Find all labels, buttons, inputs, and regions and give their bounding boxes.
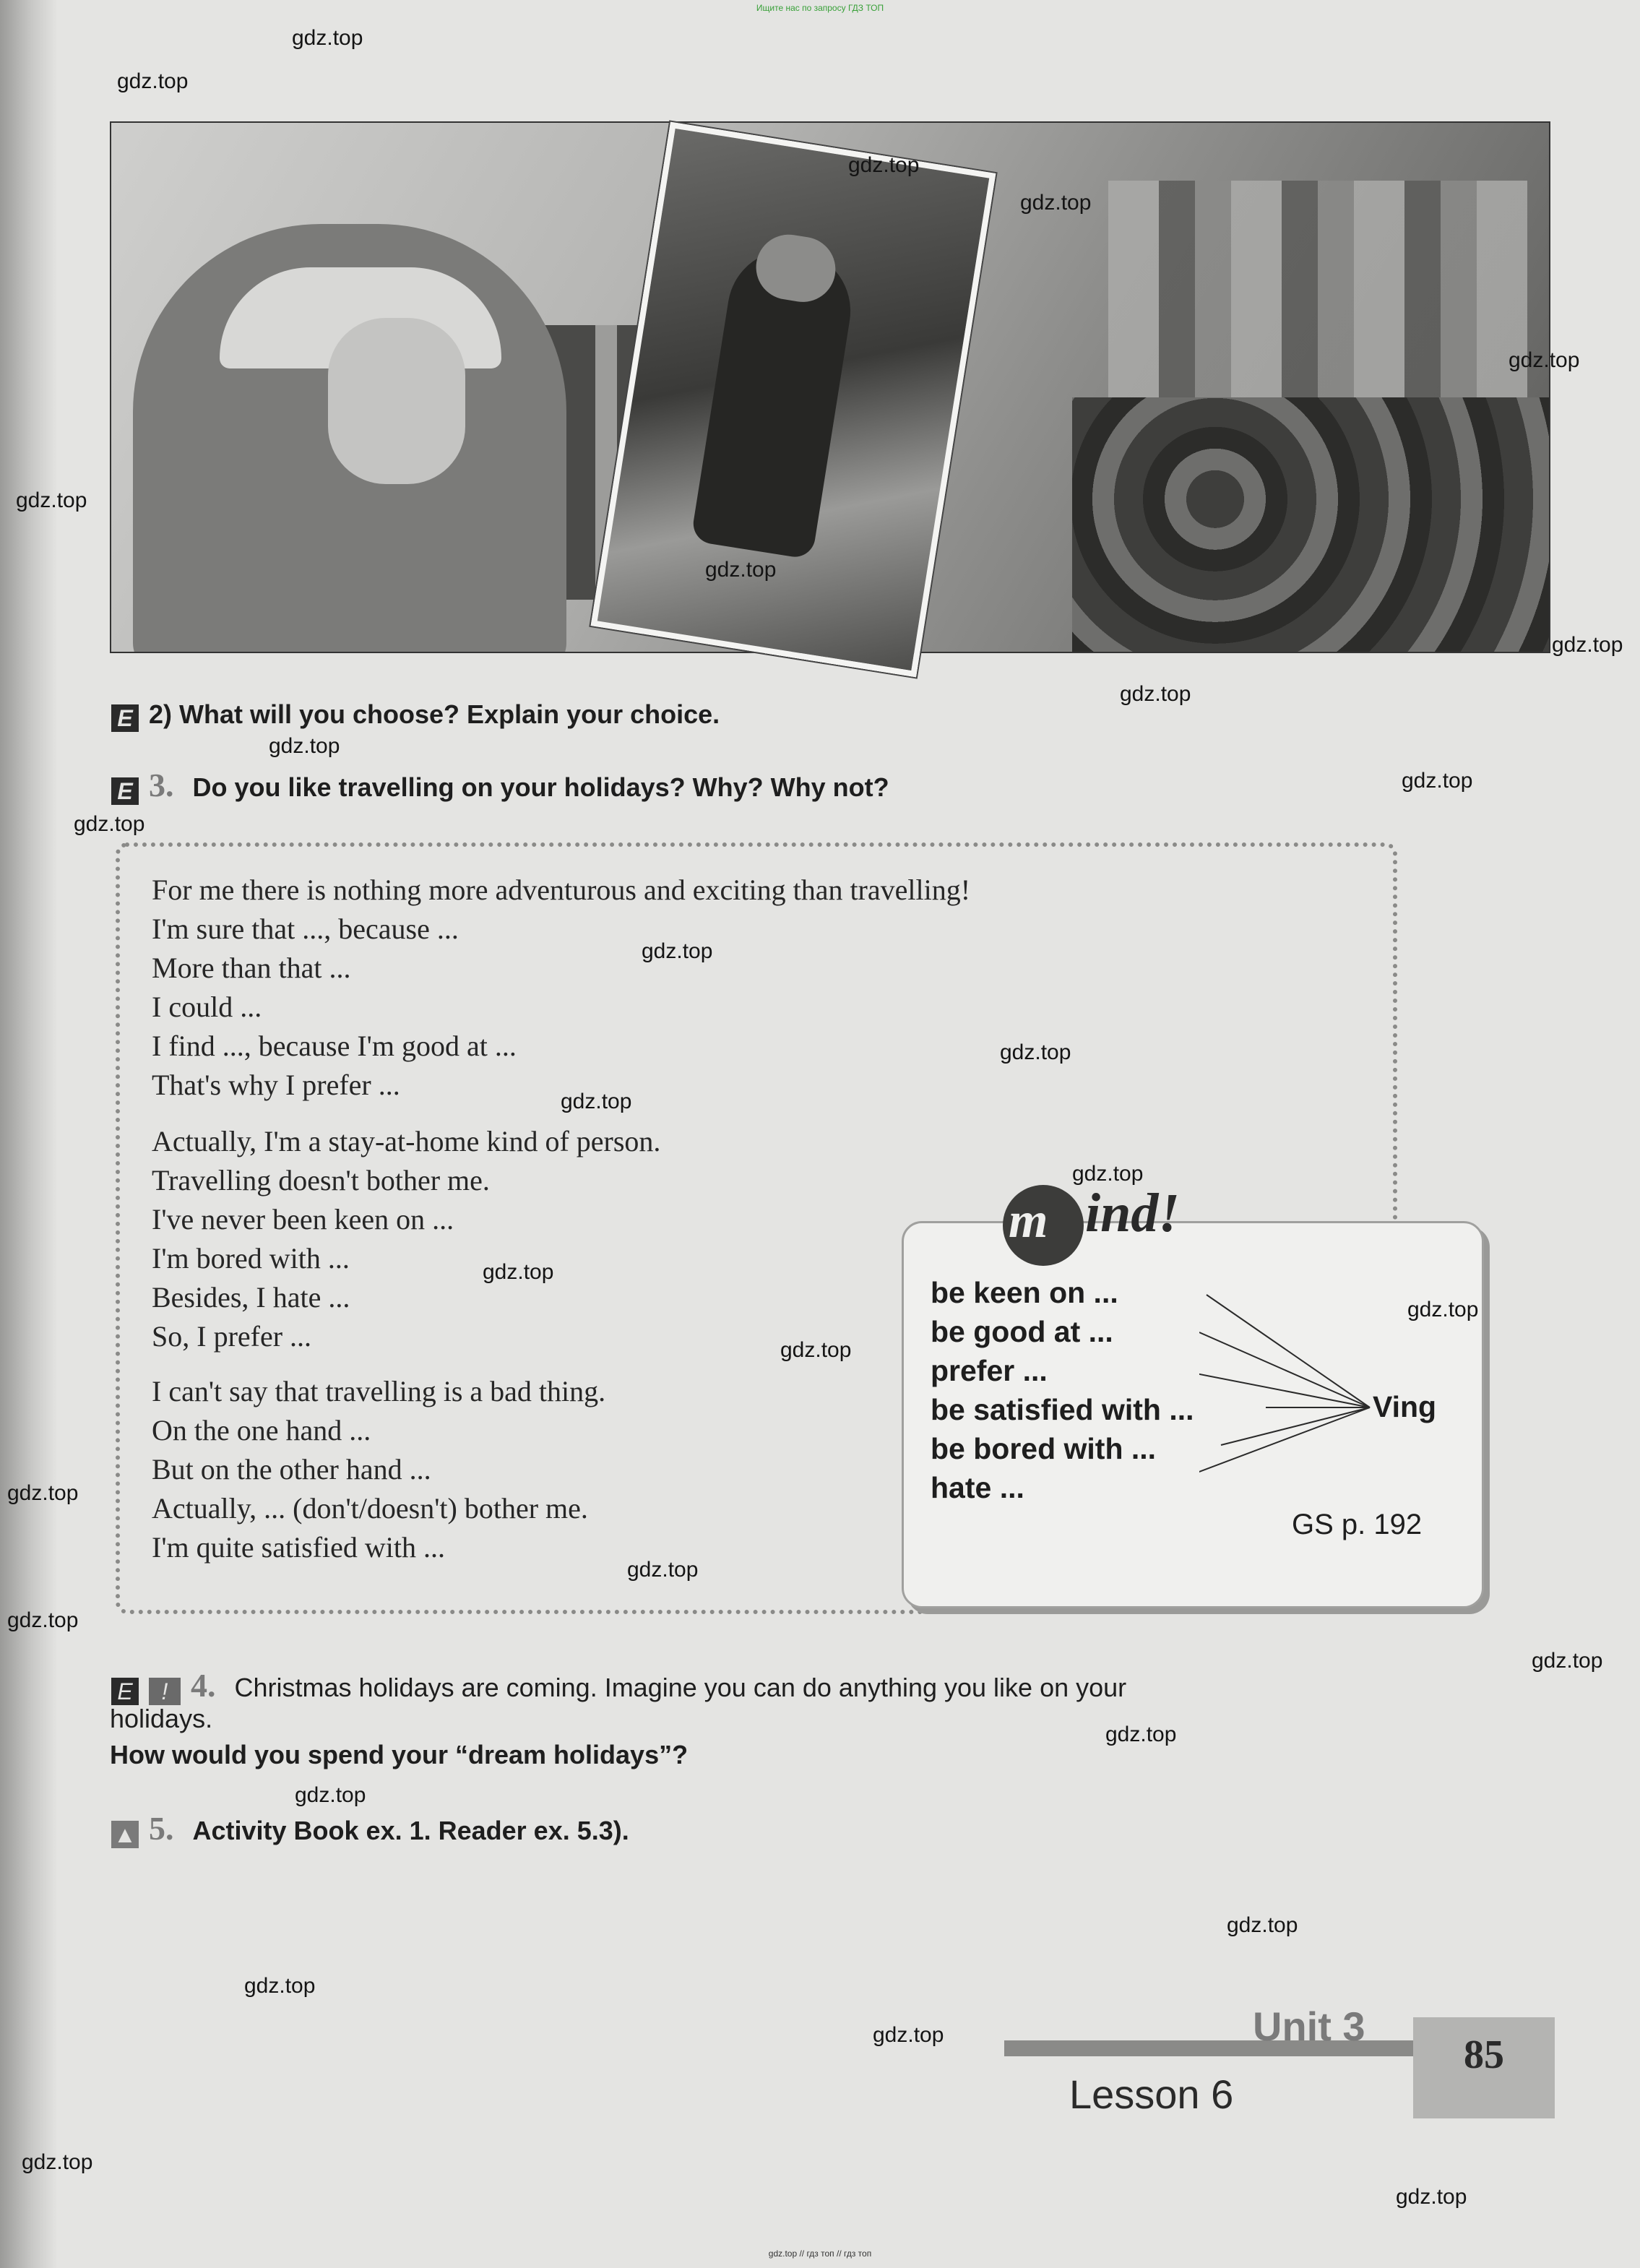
phrase-line: On the one hand ... [152,1414,371,1446]
mind-item: hate ... [931,1471,1024,1504]
watermark: gdz.top [1396,2185,1467,2209]
watermark: gdz.top [848,153,920,177]
phrase-line: For me there is nothing more adventurous and exciting than travelling! [152,874,971,906]
phrase-line: More than that ... [152,952,351,984]
task-4-text-line1: Christmas holidays are coming. Imagine you can do anything you like on your [234,1673,1127,1702]
watermark: gdz.top [1105,1722,1177,1746]
mind-connector-lines [1199,1286,1376,1517]
watermark: gdz.top [22,2150,93,2174]
exercise-e-icon: E [111,777,139,805]
watermark: gdz.top [642,939,713,963]
phrase-line: Actually, ... (don't/doesn't) bother me. [152,1492,588,1525]
top-note: Ищите нас по запросу ГДЗ ТОП [756,3,884,13]
watermark: gdz.top [1532,1649,1603,1673]
watermark: gdz.top [780,1338,852,1362]
page-number: 85 [1464,2032,1504,2077]
phrase-line: I could ... [152,991,262,1023]
task-5-text: Activity Book ex. 1. Reader ex. 5.3). [192,1816,629,1845]
watermark: gdz.top [295,1783,366,1807]
unit-label: Unit 3 [1253,2004,1365,2049]
watermark: gdz.top [7,1608,79,1632]
watermark: gdz.top [292,26,363,50]
watermark: gdz.top [1227,1913,1298,1937]
watermark: gdz.top [7,1481,79,1505]
watermark: gdz.top [1552,633,1623,657]
task-5-number: 5. [149,1810,174,1847]
phrase-line: I can't say that travelling is a bad thing. [152,1375,606,1407]
mind-item: be good at ... [931,1315,1113,1348]
task-4-question: How would you spend your “dream holidays”? [110,1740,689,1769]
task-3 [111,766,889,805]
phrase-line: I've never been keen on ... [152,1203,454,1236]
rocks [1072,397,1549,652]
watermark: gdz.top [705,558,777,582]
phrase-line: Besides, I hate ... [152,1281,350,1314]
phrase-line: I'm bored with ... [152,1242,350,1275]
task-3-text: Do you like travelling on your holidays? Why? Why not? [192,772,889,802]
watermark: gdz.top [269,734,340,758]
mind-item: prefer ... [931,1354,1048,1387]
activity-book-icon: ▲ [111,1821,139,1848]
mind-item: be bored with ... [931,1432,1157,1465]
exclamation-icon: ! [149,1678,181,1705]
phrase-line: I'm quite satisfied with ... [152,1531,446,1564]
phrase-line: But on the other hand ... [152,1453,431,1486]
mind-result-ving: Ving [1373,1390,1437,1423]
watermark: gdz.top [16,488,87,512]
mind-logo-letter: m [1009,1193,1048,1249]
watermark: gdz.top [1402,769,1473,793]
watermark: gdz.top [1000,1040,1071,1064]
watermark: gdz.top [117,69,189,93]
watermark: gdz.top [627,1558,699,1582]
watermark: gdz.top [561,1090,632,1113]
task-2-number: 2) [149,699,173,729]
mind-title: ind! [1085,1183,1180,1243]
watermark: gdz.top [1072,1162,1144,1186]
watermark: gdz.top [1407,1298,1479,1321]
grammar-reference: GS p. 192 [1292,1509,1423,1540]
task-4-text-line2: holidays. [110,1704,213,1733]
phrase-line: Travelling doesn't bother me. [152,1164,490,1196]
task-5 [111,1809,629,1848]
task-3-number: 3. [149,767,174,803]
watermark: gdz.top [1020,191,1092,215]
hikers-group [1108,181,1527,419]
task-4 [111,1666,1126,1705]
exercise-e-icon: E [111,1678,139,1705]
phrase-line: Actually, I'm a stay-at-home kind of person. [152,1125,661,1157]
task-2 [111,699,720,732]
watermark: gdz.top [1120,682,1191,706]
lesson-label: Lesson 6 [1069,2071,1234,2117]
exercise-e-icon: E [111,704,139,732]
task-4-number: 4. [191,1667,216,1704]
mind-logo-icon [1003,1185,1084,1266]
watermark: gdz.top [244,1974,316,1998]
watermark: gdz.top [1509,348,1580,372]
watermark: gdz.top [873,2023,944,2047]
girl-face [328,318,465,484]
bottom-note: gdz.top // гдз топ // гдз топ [768,2248,872,2259]
phrase-line: So, I prefer ... [152,1320,312,1353]
mind-item: be keen on ... [931,1276,1118,1309]
watermark: gdz.top [483,1260,554,1284]
phrase-line: I'm sure that ..., because ... [152,913,459,945]
phrase-line: I find ..., because I'm good at ... [152,1030,517,1062]
task-2-text: What will you choose? Explain your choice. [179,699,720,729]
book-spine-shadow [0,0,58,2268]
watermark: gdz.top [74,812,145,836]
mind-item: be satisfied with ... [931,1393,1194,1426]
phrase-line: That's why I prefer ... [152,1069,400,1101]
